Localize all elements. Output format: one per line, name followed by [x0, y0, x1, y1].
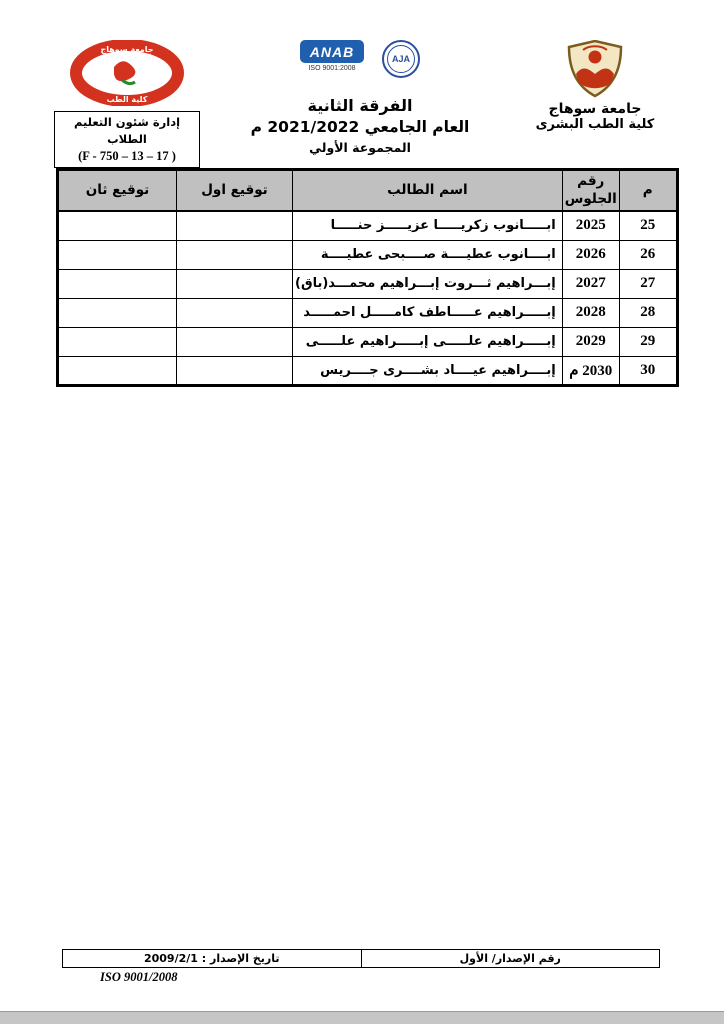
- aja-label: AJA: [387, 45, 415, 73]
- first-signature-cell: [177, 327, 293, 356]
- seat-number-cell: 2025: [562, 211, 619, 240]
- department-block: [54, 40, 200, 168]
- second-signature-cell: [58, 269, 177, 298]
- anab-logo: [300, 40, 364, 72]
- table-row: [58, 240, 678, 269]
- iso-standard-text: ISO 9001/2008: [100, 970, 178, 984]
- second-signature-cell: [58, 240, 177, 269]
- seat-number-cell: 2027: [562, 269, 619, 298]
- logo-top-text: جامعة سوهاج: [100, 45, 154, 54]
- col-header-second-signature: توقيع ثان: [58, 170, 177, 212]
- student-name-cell: إبـــراهيم ثـــروت إبـــراهيم محمـــد(باق): [293, 269, 563, 298]
- university-block: [520, 40, 670, 132]
- seat-number-cell: 2026: [562, 240, 619, 269]
- serial-cell: 30: [619, 356, 677, 385]
- grade-title: الفرقة الثانية: [307, 96, 413, 115]
- form-code: (F - 750 – 13 – 17 ): [78, 148, 176, 163]
- serial-cell: 26: [619, 240, 677, 269]
- anab-badge-icon: ANAB: [300, 40, 364, 63]
- second-signature-cell: [58, 327, 177, 356]
- table-row: [58, 356, 678, 385]
- col-header-student-name: اسم الطالب: [293, 170, 563, 212]
- issue-number: رقم الإصدار/ الأول: [361, 950, 660, 968]
- student-name-cell: إبــــراهيم عيــــاد بشــــرى جــــريس: [293, 356, 563, 385]
- group-title: المجموعة الأولي: [309, 140, 411, 155]
- document-titles: [210, 96, 510, 155]
- serial-cell: 29: [619, 327, 677, 356]
- header-center: [210, 40, 510, 155]
- department-box: [54, 111, 200, 168]
- second-signature-cell: [58, 356, 177, 385]
- university-emblem-icon: [563, 40, 627, 98]
- certification-logos: [210, 40, 510, 90]
- table-row: [58, 211, 678, 240]
- second-signature-cell: [58, 211, 177, 240]
- university-name: جامعة سوهاج: [548, 101, 642, 117]
- student-name-cell: ابــــانوب عطيــــة صــــبحى عطيــــة: [293, 240, 563, 269]
- second-signature-cell: [58, 298, 177, 327]
- table-row: [58, 298, 678, 327]
- student-name-cell: إبـــــراهيم علـــــى إبـــــراهيم علـــــى: [293, 327, 563, 356]
- seat-number-cell: 2028: [562, 298, 619, 327]
- faculty-crescent-logo-icon: [68, 40, 186, 106]
- serial-cell: 28: [619, 298, 677, 327]
- first-signature-cell: [177, 211, 293, 240]
- col-header-first-signature: توقيع اول: [177, 170, 293, 212]
- anab-iso-text: ISO 9001:2008: [308, 65, 356, 72]
- first-signature-cell: [177, 240, 293, 269]
- issue-info-row: [63, 950, 660, 968]
- page-header: [54, 40, 670, 168]
- academic-year-title: العام الجامعي 2021/2022 م: [250, 118, 470, 136]
- seat-number-cell: 2030 م: [562, 356, 619, 385]
- seat-number-cell: 2029: [562, 327, 619, 356]
- table-row: [58, 327, 678, 356]
- roster-header-row: [58, 170, 678, 212]
- logo-bottom-text: كلية الطب: [106, 95, 148, 104]
- col-header-seat-number: رقم الجلوس: [562, 170, 619, 212]
- serial-cell: 27: [619, 269, 677, 298]
- department-title: إدارة شئون التعليم الطلاب: [73, 115, 181, 147]
- student-name-cell: ابـــــانوب زكريـــــا عزيـــــز حنـــــا: [293, 211, 563, 240]
- serial-cell: 25: [619, 211, 677, 240]
- faculty-name: كلية الطب البشرى: [535, 117, 655, 132]
- aja-logo-icon: [382, 40, 420, 78]
- first-signature-cell: [177, 356, 293, 385]
- page-bottom-edge: [0, 1011, 724, 1024]
- first-signature-cell: [177, 298, 293, 327]
- student-name-cell: إبـــــراهيم عـــــاطف كامـــــل احمـــــد: [293, 298, 563, 327]
- table-row: [58, 269, 678, 298]
- students-roster-table: [56, 168, 679, 387]
- col-header-serial: م: [619, 170, 677, 212]
- first-signature-cell: [177, 269, 293, 298]
- issue-date: تاريخ الإصدار : 2009/2/1: [63, 950, 362, 968]
- issue-info-table: [62, 949, 660, 968]
